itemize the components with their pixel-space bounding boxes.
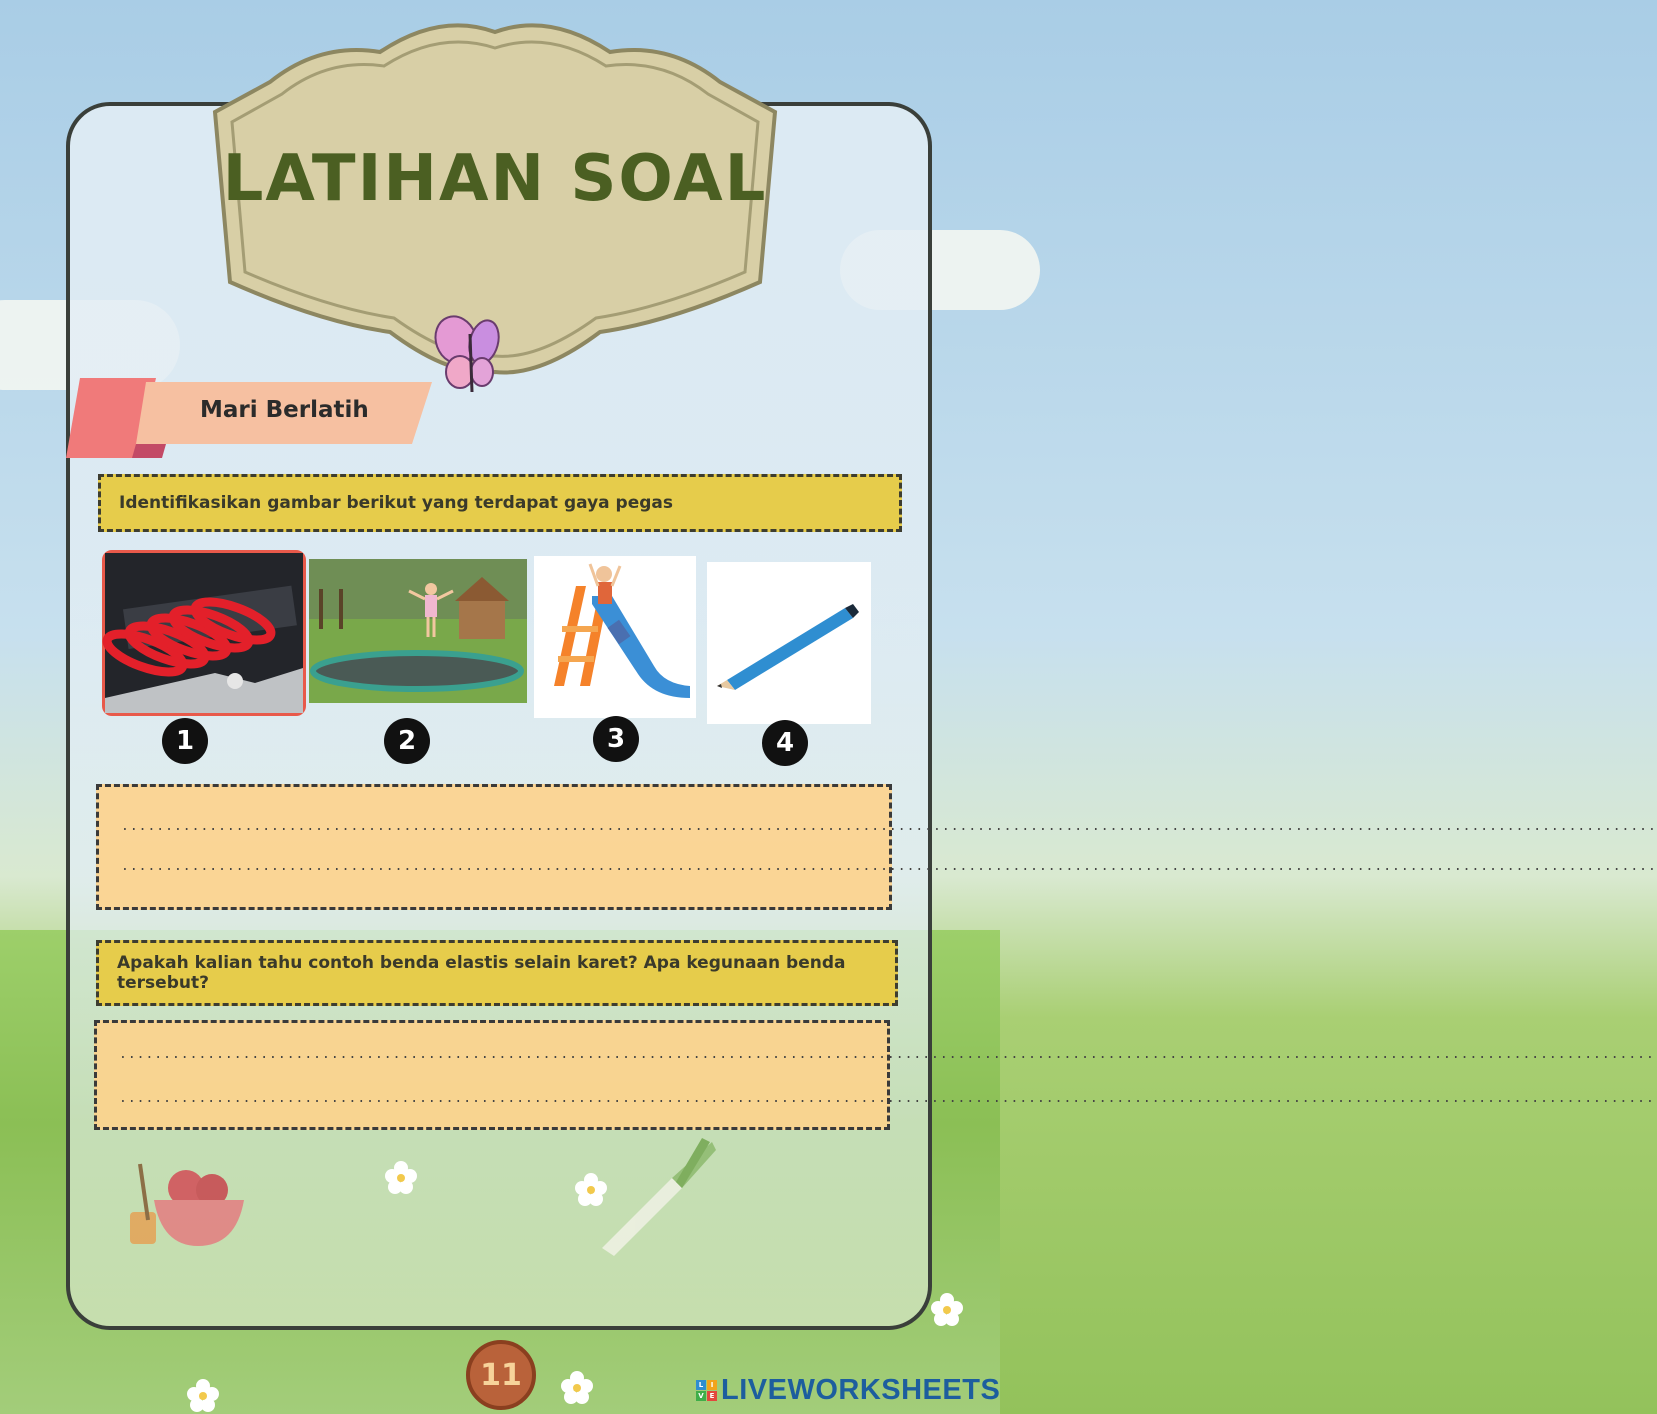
answer-box-2[interactable]	[94, 1020, 1655, 1130]
number-badge-4: 4	[762, 720, 808, 766]
image-slide	[534, 556, 696, 718]
answer-line: ..............................................................................................................................................................................	[121, 859, 1657, 874]
answer-box-1[interactable]	[96, 784, 1657, 910]
butterfly-icon	[432, 312, 504, 396]
question-1-box	[98, 474, 902, 532]
flower-icon	[186, 1378, 220, 1412]
leek-icon	[592, 1138, 722, 1258]
flower-icon	[930, 1292, 964, 1326]
image-pencil	[707, 562, 871, 724]
fruit-bowl-icon	[126, 1160, 256, 1250]
image-trampoline	[309, 559, 527, 703]
number-badge-3: 3	[593, 716, 639, 762]
question-2-box	[96, 940, 898, 1006]
answer-line: ..............................................................................................................................................................................	[119, 1047, 1655, 1062]
brand-icon: L I V E	[696, 1380, 717, 1401]
number-badge-2: 2	[384, 718, 430, 764]
image-shock-absorber	[102, 550, 306, 716]
question-1-text: Identifikasikan gambar berikut yang terdapat gaya pegas	[119, 493, 674, 513]
question-2-text: Apakah kalian tahu contoh benda elastis selain karet? Apa kegunaan benda tersebut?	[117, 953, 846, 993]
brand-text: LIVEWORKSHEETS	[721, 1374, 1001, 1406]
page-number: 11	[466, 1340, 536, 1410]
answer-line: ..............................................................................................................................................................................	[121, 819, 1657, 834]
answer-line: ..............................................................................................................................................................................	[119, 1091, 1655, 1106]
page-title: LATIHAN SOAL	[222, 142, 768, 216]
number-badge-1: 1	[162, 718, 208, 764]
flower-icon	[384, 1160, 418, 1194]
flower-icon	[560, 1370, 594, 1404]
section-label: Mari Berlatih	[200, 397, 369, 423]
liveworksheets-logo[interactable]	[696, 1374, 1000, 1407]
